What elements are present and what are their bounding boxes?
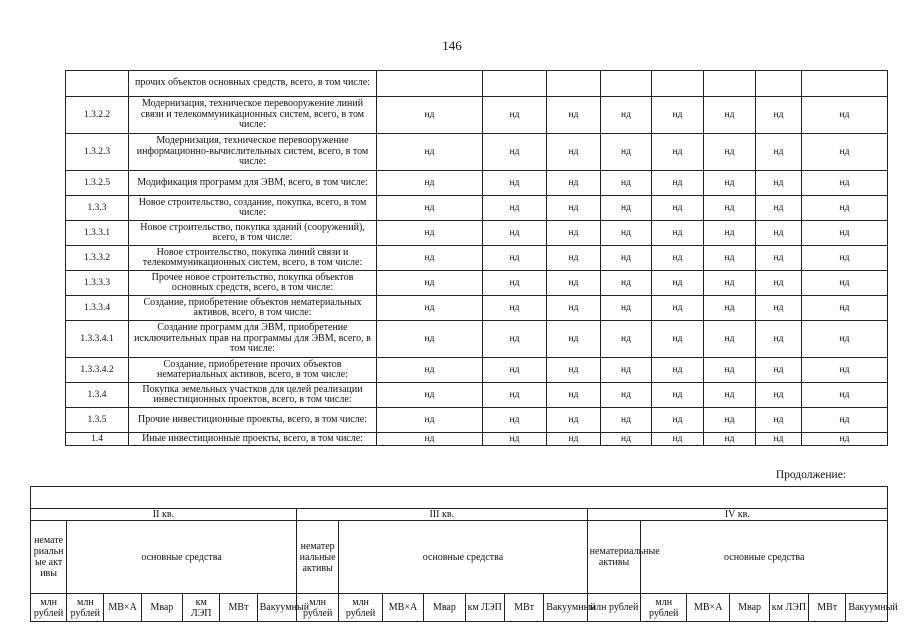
row-value: нд xyxy=(802,321,888,358)
row-value: нд xyxy=(483,383,547,408)
row-code: 1.3.3.4 xyxy=(66,296,129,321)
unit-header: МВт xyxy=(504,594,543,622)
row-value: нд xyxy=(704,134,756,171)
row-code: 1.3.2.3 xyxy=(66,134,129,171)
row-value: нд xyxy=(483,321,547,358)
fixed-assets-header: основные средства xyxy=(339,521,587,594)
row-value: нд xyxy=(601,321,652,358)
row-value: нд xyxy=(547,296,601,321)
unit-header: млн рублей xyxy=(587,594,641,622)
row-value: нд xyxy=(601,171,652,196)
row-value: нд xyxy=(756,383,802,408)
row-value: нд xyxy=(377,358,483,383)
row-description: Создание, приобретение объектов нематериальных активов, всего, в том числе: xyxy=(129,296,377,321)
row-value: нд xyxy=(802,134,888,171)
table-row xyxy=(66,97,888,134)
row-value xyxy=(483,71,547,97)
blank-header-row xyxy=(31,487,888,509)
table-row xyxy=(66,296,888,321)
row-code: 1.3.3.1 xyxy=(66,221,129,246)
row-value: нд xyxy=(483,433,547,446)
row-code: 1.3.3.2 xyxy=(66,246,129,271)
row-value: нд xyxy=(547,383,601,408)
row-code: 1.3.3.3 xyxy=(66,271,129,296)
row-value: нд xyxy=(756,271,802,296)
intangible-assets-header: нематериальные активы xyxy=(31,521,67,594)
row-description: Прочее новое строительство, покупка объектов основных средств, всего, в том числе: xyxy=(129,271,377,296)
unit-header: МВ×А xyxy=(382,594,423,622)
unit-header: км ЛЭП xyxy=(769,594,808,622)
row-value: нд xyxy=(704,383,756,408)
row-code: 1.3.3 xyxy=(66,196,129,221)
row-code: 1.3.3.4.2 xyxy=(66,358,129,383)
row-value: нд xyxy=(377,383,483,408)
row-value: нд xyxy=(601,408,652,433)
table-row xyxy=(66,71,888,97)
row-value: нд xyxy=(704,97,756,134)
row-value: нд xyxy=(802,97,888,134)
row-value: нд xyxy=(756,196,802,221)
row-value: нд xyxy=(377,408,483,433)
row-value: нд xyxy=(802,358,888,383)
row-value: нд xyxy=(704,358,756,383)
row-description: Покупка земельных участков для целей реализации инвестиционных проектов, всего, в том числе: xyxy=(129,383,377,408)
row-value: нд xyxy=(483,296,547,321)
row-value: нд xyxy=(547,196,601,221)
row-value: нд xyxy=(601,134,652,171)
row-value: нд xyxy=(756,358,802,383)
row-value: нд xyxy=(802,433,888,446)
row-value: нд xyxy=(652,321,704,358)
table-row xyxy=(66,408,888,433)
row-value: нд xyxy=(601,221,652,246)
unit-header: млн рублей xyxy=(296,594,338,622)
fixed-assets-header: основные средства xyxy=(67,521,297,594)
table-row xyxy=(66,433,888,446)
row-description: Иные инвестиционные проекты, всего, в том числе: xyxy=(129,433,377,446)
row-value: нд xyxy=(704,433,756,446)
row-value xyxy=(601,71,652,97)
quarter-header-table xyxy=(30,486,898,622)
row-value: нд xyxy=(756,321,802,358)
unit-header: км ЛЭП xyxy=(183,594,220,622)
row-value xyxy=(547,71,601,97)
row-value: нд xyxy=(756,433,802,446)
row-value: нд xyxy=(652,408,704,433)
row-value: нд xyxy=(652,358,704,383)
row-value: нд xyxy=(377,321,483,358)
row-value: нд xyxy=(483,408,547,433)
row-value: нд xyxy=(704,196,756,221)
row-value xyxy=(377,71,483,97)
row-value: нд xyxy=(652,433,704,446)
row-code: 1.3.3.4.1 xyxy=(66,321,129,358)
row-value: нд xyxy=(704,408,756,433)
row-value: нд xyxy=(547,221,601,246)
row-value: нд xyxy=(377,134,483,171)
row-value: нд xyxy=(704,271,756,296)
row-value: нд xyxy=(802,196,888,221)
unit-header: млн рублей xyxy=(339,594,382,622)
row-value: нд xyxy=(547,358,601,383)
unit-header: Вакуумный xyxy=(544,594,587,622)
table-row xyxy=(66,321,888,358)
row-value: нд xyxy=(802,296,888,321)
row-value: нд xyxy=(601,433,652,446)
row-description: Создание программ для ЭВМ, приобретение исключительных прав на программы для ЭВМ, всего, в том числе: xyxy=(129,321,377,358)
row-value: нд xyxy=(652,221,704,246)
row-value: нд xyxy=(756,408,802,433)
row-value: нд xyxy=(756,221,802,246)
row-value: нд xyxy=(547,246,601,271)
row-value: нд xyxy=(601,358,652,383)
unit-header: млн рублей xyxy=(67,594,104,622)
quarter-3-header: III кв. xyxy=(296,509,587,521)
row-description: Модернизация, техническое перевооружение линий связи и телекоммуникационных систем, всего, в том числе: xyxy=(129,97,377,134)
quarter-2-header: II кв. xyxy=(31,509,297,521)
row-value: нд xyxy=(601,296,652,321)
row-description: Модификация программ для ЭВМ, всего, в том числе: xyxy=(129,171,377,196)
row-value: нд xyxy=(483,171,547,196)
row-value: нд xyxy=(601,271,652,296)
continuation-label: Продолжение: xyxy=(775,469,846,481)
row-description: Создание, приобретение прочих объектов нематериальных активов, всего, в том числе: xyxy=(129,358,377,383)
unit-header: Вакуумный xyxy=(846,594,888,622)
row-value: нд xyxy=(704,221,756,246)
row-value: нд xyxy=(601,246,652,271)
intangible-assets-header: нематериальные активы xyxy=(296,521,338,594)
unit-header: млн рублей xyxy=(641,594,687,622)
row-value: нд xyxy=(652,383,704,408)
table-row xyxy=(66,196,888,221)
row-value: нд xyxy=(483,221,547,246)
row-value: нд xyxy=(483,271,547,296)
row-description: Новое строительство, покупка зданий (сооружений), всего, в том числе: xyxy=(129,221,377,246)
row-value: нд xyxy=(652,296,704,321)
row-value: нд xyxy=(704,246,756,271)
row-value: нд xyxy=(547,321,601,358)
row-value: нд xyxy=(601,383,652,408)
row-value: нд xyxy=(704,296,756,321)
unit-header: Мвар xyxy=(424,594,465,622)
row-description: Прочие инвестиционные проекты, всего, в том числе: xyxy=(129,408,377,433)
unit-header: Мвар xyxy=(141,594,182,622)
table-row xyxy=(66,134,888,171)
row-value: нд xyxy=(802,221,888,246)
row-value xyxy=(652,71,704,97)
row-value: нд xyxy=(377,271,483,296)
row-value: нд xyxy=(377,196,483,221)
row-description: прочих объектов основных средств, всего, в том числе: xyxy=(129,71,377,97)
row-value: нд xyxy=(601,196,652,221)
table-row xyxy=(66,221,888,246)
unit-header: МВт xyxy=(220,594,257,622)
row-code: 1.3.2.5 xyxy=(66,171,129,196)
row-value: нд xyxy=(483,134,547,171)
row-value: нд xyxy=(802,246,888,271)
row-value xyxy=(802,71,888,97)
table-row xyxy=(66,383,888,408)
unit-header: МВ×А xyxy=(104,594,141,622)
row-value: нд xyxy=(547,171,601,196)
intangible-assets-header: нематериальные активы xyxy=(587,521,641,594)
table-row xyxy=(66,171,888,196)
table-row xyxy=(66,358,888,383)
row-value: нд xyxy=(802,171,888,196)
row-value xyxy=(756,71,802,97)
table-row xyxy=(66,271,888,296)
unit-header: МВ×А xyxy=(687,594,730,622)
row-code xyxy=(66,71,129,97)
unit-header: млн рублей xyxy=(31,594,67,622)
row-value: нд xyxy=(704,321,756,358)
row-value: нд xyxy=(652,97,704,134)
row-value: нд xyxy=(756,171,802,196)
row-value: нд xyxy=(377,97,483,134)
row-value: нд xyxy=(756,134,802,171)
row-value: нд xyxy=(704,171,756,196)
row-value: нд xyxy=(652,171,704,196)
row-code: 1.3.5 xyxy=(66,408,129,433)
row-description: Модернизация, техническое перевооружение информационно-вычислительных систем, всего, в том числе: xyxy=(129,134,377,171)
row-value: нд xyxy=(547,134,601,171)
row-value: нд xyxy=(377,221,483,246)
row-value: нд xyxy=(756,97,802,134)
unit-header: Вакуумный xyxy=(257,594,296,622)
row-value: нд xyxy=(756,296,802,321)
row-value: нд xyxy=(547,408,601,433)
row-value: нд xyxy=(802,271,888,296)
page-number: 146 xyxy=(442,38,462,53)
row-value: нд xyxy=(377,433,483,446)
row-description: Новое строительство, покупка линий связи и телекоммуникационных систем, всего, в том числе: xyxy=(129,246,377,271)
row-value: нд xyxy=(377,246,483,271)
unit-header: км ЛЭП xyxy=(465,594,504,622)
row-value: нд xyxy=(652,271,704,296)
row-code: 1.4 xyxy=(66,433,129,446)
row-value: нд xyxy=(547,433,601,446)
row-value xyxy=(704,71,756,97)
row-value: нд xyxy=(547,271,601,296)
row-value: нд xyxy=(652,246,704,271)
row-value: нд xyxy=(802,408,888,433)
table-row xyxy=(66,246,888,271)
row-value: нд xyxy=(483,97,547,134)
row-value: нд xyxy=(377,171,483,196)
row-value: нд xyxy=(547,97,601,134)
row-value: нд xyxy=(483,358,547,383)
row-description: Новое строительство, создание, покупка, всего, в том числе: xyxy=(129,196,377,221)
unit-header: МВт xyxy=(809,594,846,622)
row-value: нд xyxy=(483,196,547,221)
row-value: нд xyxy=(377,296,483,321)
row-value: нд xyxy=(756,246,802,271)
unit-header: Мвар xyxy=(730,594,769,622)
row-code: 1.3.4 xyxy=(66,383,129,408)
row-value: нд xyxy=(802,383,888,408)
row-value: нд xyxy=(601,97,652,134)
row-value: нд xyxy=(652,196,704,221)
row-value: нд xyxy=(652,134,704,171)
investment-table xyxy=(65,70,888,446)
fixed-assets-header: основные средства xyxy=(641,521,888,594)
row-code: 1.3.2.2 xyxy=(66,97,129,134)
row-value: нд xyxy=(483,246,547,271)
quarter-4-header: IV кв. xyxy=(587,509,887,521)
